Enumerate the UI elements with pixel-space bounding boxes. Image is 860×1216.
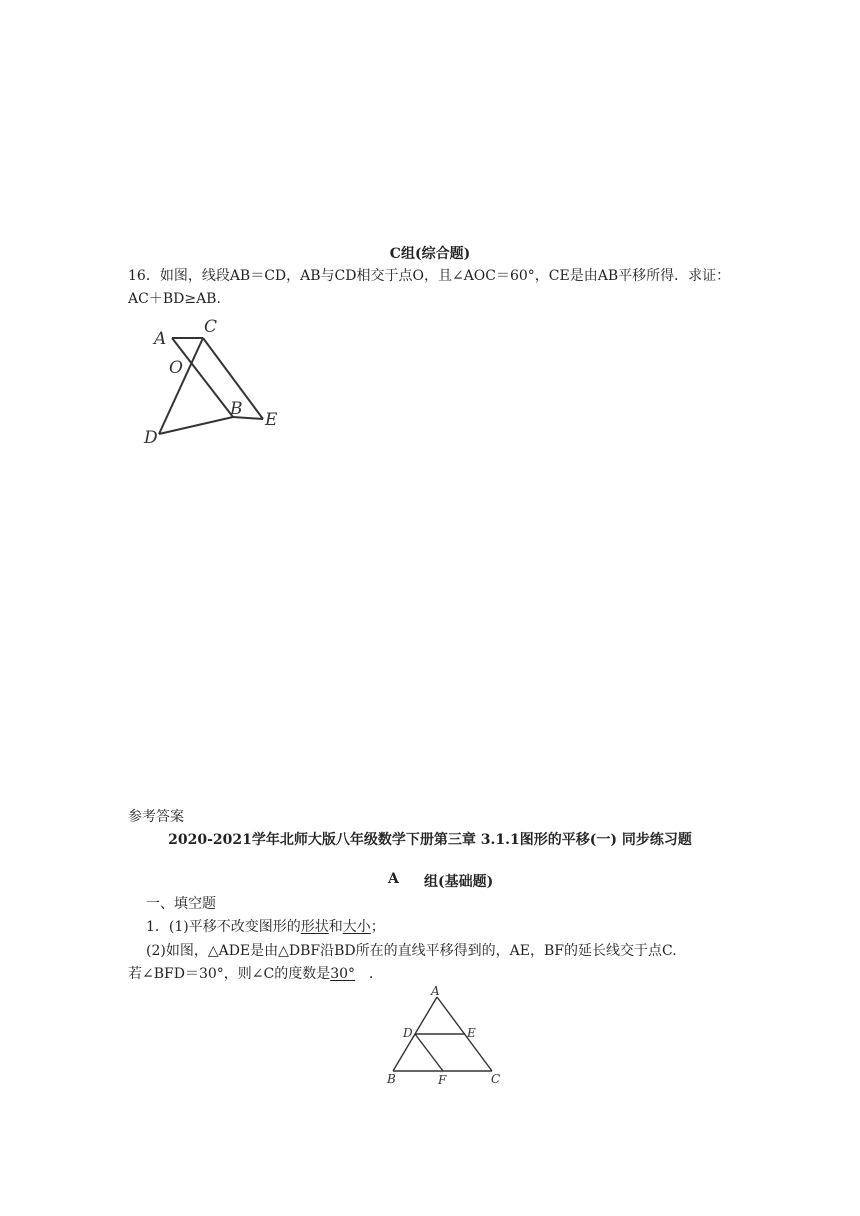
segment-cd <box>159 338 203 434</box>
answer-1-2-line2 <box>128 963 383 983</box>
group-a-heading: 组(基础题) <box>424 874 494 890</box>
label-o: O <box>169 358 183 378</box>
question-16-line2: AC＋BD≥AB. <box>128 291 221 307</box>
answers-label: 参考答案 <box>128 809 184 825</box>
segment-db <box>159 417 233 434</box>
label-f: F <box>438 1073 447 1087</box>
label-d: D <box>403 1026 413 1040</box>
label-d: D <box>144 428 158 448</box>
section-c-heading: C组(综合题) <box>389 246 471 262</box>
answer-angle-c: 30° <box>330 966 356 982</box>
label-b: B <box>387 1072 396 1086</box>
part-one-heading: 一、填空题 <box>146 896 216 912</box>
group-a-letter: A <box>388 871 399 887</box>
label-e: E <box>265 410 278 430</box>
label-c: C <box>204 317 218 337</box>
document-title: 2020-2021学年北师大版八年级数学下册第三章 3.1.1图形的平移(一) 同步练习题 <box>168 832 692 848</box>
label-e: E <box>467 1026 476 1040</box>
answer-1-1-suffix: ； <box>370 919 385 935</box>
answer-shape: 形状 <box>300 919 329 935</box>
answer-1-1-prefix: 1．(1)平移不改变图形的 <box>146 919 301 935</box>
figure-q16 <box>135 312 295 452</box>
answer-1-2-line1: (2)如图，△ADE是由△DBF沿BD所在的直线平移得到的，AE，BF的延长线交于点C. <box>146 943 677 959</box>
answer-1-1 <box>146 916 385 936</box>
answer-size: 大小 <box>342 919 371 935</box>
segment-df <box>415 1034 443 1071</box>
answer-1-1-mid: 和 <box>328 919 343 935</box>
label-a: A <box>431 985 440 998</box>
label-b: B <box>230 399 243 419</box>
label-a: A <box>154 329 167 349</box>
figure-q1-2 <box>380 985 510 1089</box>
label-c: C <box>491 1072 501 1086</box>
answer-1-2-suffix: ． <box>369 966 384 982</box>
question-16-line1: 16．如图，线段AB＝CD，AB与CD相交于点O，且∠AOC＝60°，CE是由AB平移所得．求证： <box>128 268 731 284</box>
answer-1-2-prefix: 若∠BFD＝30°，则∠C的度数是 <box>128 966 331 982</box>
